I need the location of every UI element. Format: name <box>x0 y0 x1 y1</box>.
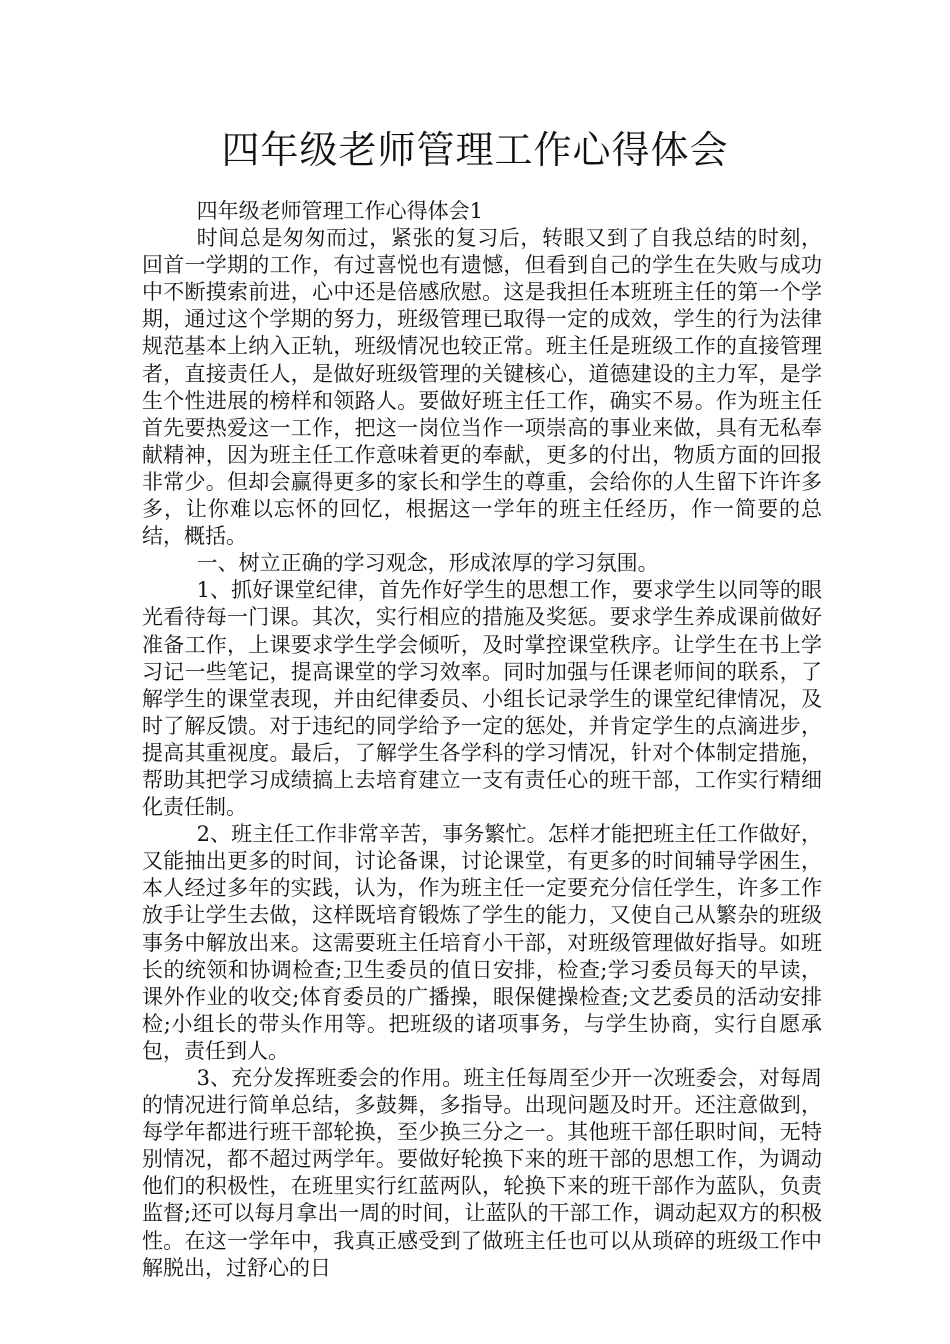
paragraph-intro: 时间总是匆匆而过，紧张的复习后，转眼又到了自我总结的时刻，回首一学期的工作，有过喜悦也有遗憾，但看到自己的学生在失败与成功中不断摸索前进，心中还是倍感欣慰。这是我担任本班班主任的第一个学期，通过这个学期的努力，班级管理已取得一定的成效，学生的行为法律规范基本上纳入正轨，班级情况也较正常。班主任是班级工作的直接管理者，直接责任人，是做好班级管理的关键核心，道德建设的主力军，是学生个性进展的榜样和领路人。要做好班主任工作，确实不易。作为班主任首先要热爱这一工作，把这一岗位当作一项崇高的事业来做，具有无私奉献精神，因为班主任工作意味着更的奉献，更多的付出，物质方面的回报非常少。但却会赢得更多的家长和学生的尊重，会给你的人生留下许许多多，让你难以忘怀的回忆，根据这一学年的班主任经历，作一简要的总结，概括。 <box>142 226 822 549</box>
paragraph-item-2: 2、班主任工作非常辛苦，事务繁忙。怎样才能把班主任工作做好，又能抽出更多的时间，讨论备课，讨论课堂，有更多的时间辅导学困生，本人经过多年的实践，认为，作为班主任一定要充分信任学生，许多工作放手让学生去做，这样既培育锻炼了学生的能力，又使自己从繁杂的班级事务中解放出来。这需要班主任培育小干部，对班级管理做好指导。如班长的统领和协调检查;卫生委员的值日安排，检查;学习委员每天的早读，课外作业的收交;体育委员的广播操，眼保健操检查;文艺委员的活动安排检;小组长的带头作用等。把班级的诸项事务，与学生协商，实行自愿承包，责任到人。 <box>142 822 822 1063</box>
section-heading-1: 一、树立正确的学习观念，形成浓厚的学习氛围。 <box>196 551 659 576</box>
section-heading: 四年级老师管理工作心得体会1 <box>196 199 483 223</box>
paragraph-item-1: 1、抓好课堂纪律，首先作好学生的思想工作，要求学生以同等的眼光看待每一门课。其次，实行相应的措施及奖惩。要求学生养成课前做好准备工作，上课要求学生学会倾听，及时掌控课堂秩序。让学生在书上学习记一些笔记，提高课堂的学习效率。同时加强与任课老师间的联系，了解学生的课堂表现，并由纪律委员、小组长记录学生的课堂纪律情况，及时了解反馈。对于违纪的同学给予一定的惩处，并肯定学生的点滴进步，提高其重视度。最后，了解学生各学科的学习情况，针对个体制定措施，帮助其把学习成绩搞上去培育建立一支有责任心的班干部，工作实行精细化责任制。 <box>142 578 822 820</box>
document-body <box>142 198 822 1282</box>
document-title: 四年级老师管理工作心得体会 <box>221 128 729 172</box>
paragraph-item-3: 3、充分发挥班委会的作用。班主任每周至少开一次班委会，对每周的情况进行简单总结，多鼓舞，多指导。出现问题及时开。还注意做到，每学年都进行班干部轮换，至少换三分之一。其他班干部任职时间，无特别情况，都不超过两学年。要做好轮换下来的班干部的思想工作，为调动他们的积极性，在班里实行红蓝两队，轮换下来的班干部作为蓝队，负责监督;还可以每月拿出一周的时间，让蓝队的干部工作，调动起双方的积极性。在这一学年中，我真正感受到了做班主任也可以从琐碎的班级工作中解脱出，过舒心的日 <box>142 1066 822 1280</box>
